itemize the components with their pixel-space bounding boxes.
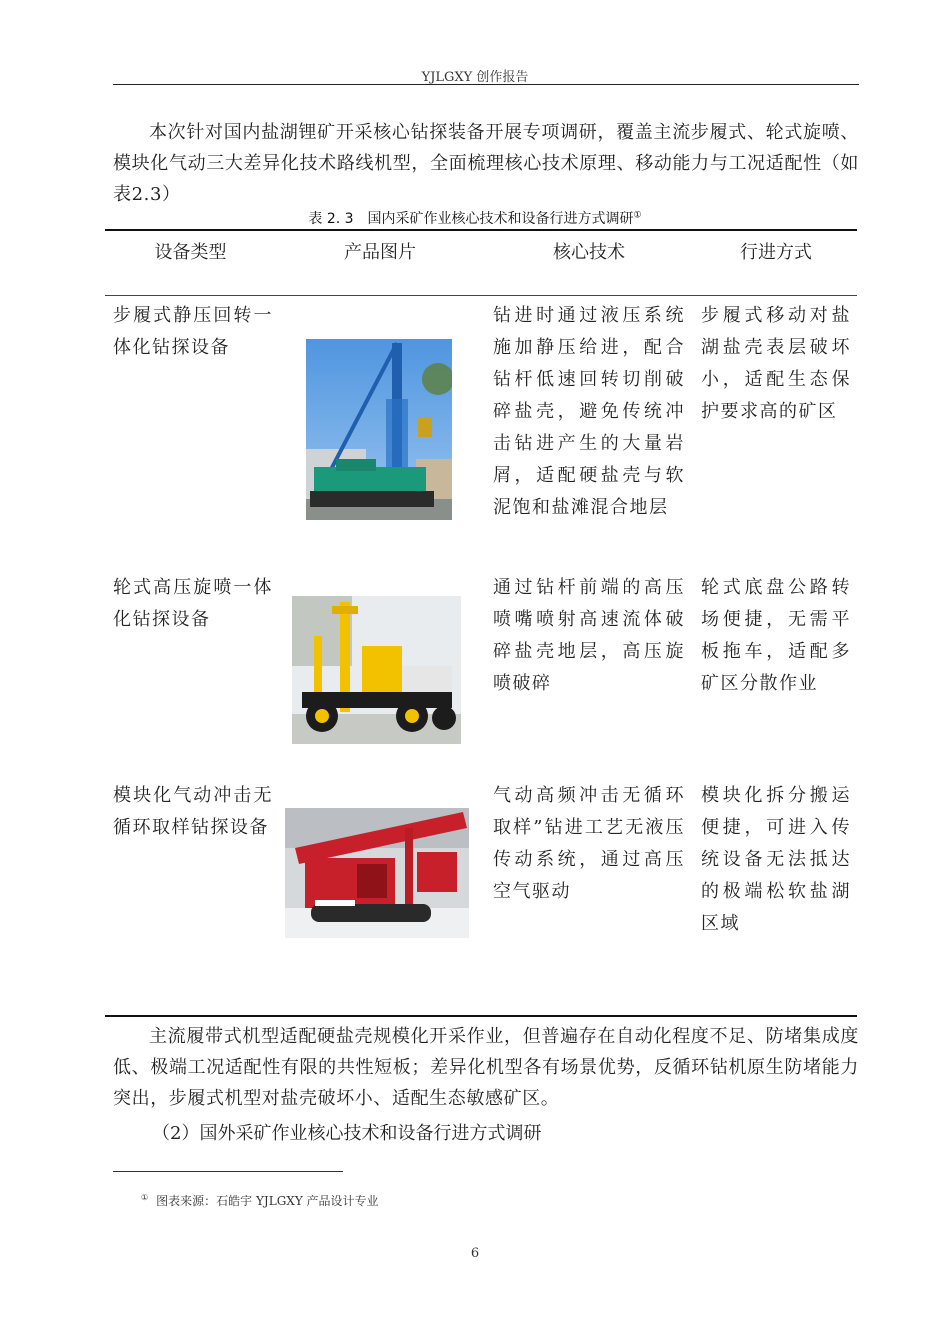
table-top-rule	[105, 229, 857, 231]
table-bottom-rule	[105, 1015, 857, 1017]
footnote-mark: ①	[141, 1193, 149, 1202]
row3-tech: 气动高频冲击无循环取样”钻进工艺无液压传动系统，通过高压空气驱动	[493, 785, 685, 902]
page-header: YJLGXY 创作报告	[421, 70, 529, 85]
wheeled-drill-rig-photo	[292, 596, 461, 744]
table-caption	[0, 208, 950, 228]
crawler-drill-rig-photo	[306, 339, 452, 520]
table-header-travel: 行进方式	[740, 242, 812, 263]
footnote	[141, 1192, 379, 1209]
row1-type: 步履式静压回转一体化钻探设备	[113, 305, 273, 358]
tracked-drill-rig-photo	[285, 808, 469, 938]
row2-tech: 通过钻杆前端的高压喷嘴喷射高速流体破碎盐壳地层，高压旋喷破碎	[493, 577, 685, 694]
header-rule	[113, 84, 859, 85]
footnote-rule	[113, 1171, 343, 1172]
row3-type: 模块化气动冲击无循环取样钻探设备	[113, 785, 273, 838]
intro-paragraph: 本次针对国内盐湖锂矿开采核心钻探装备开展专项调研，覆盖主流步履式、轮式旋喷、模块化气动三大差异化技术路线机型，全面梳理核心技术原理、移动能力与工况适配性（如表2.3）	[113, 122, 859, 205]
caption-footnote-mark: ①	[633, 210, 642, 221]
table-header-image: 产品图片	[344, 242, 416, 263]
footnote-text: 图表来源：石皓宇 YJLGXY 产品设计专业	[156, 1194, 379, 1208]
table-caption-text: 表 2. 3 国内采矿作业核心技术和设备行进方式调研	[308, 211, 634, 227]
summary-paragraph: 主流履带式机型适配硬盐壳规模化开采作业，但普遍存在自动化程度不足、防堵集成度低、极端工况适配性有限的共性短板；差异化机型各有场景优势，反循环钻机原生防堵能力突出，步履式机型对盐壳破坏小、适配生态敏感矿区。	[113, 1026, 859, 1109]
row1-travel: 步履式移动对盐湖盐壳表层破坏小，适配生态保护要求高的矿区	[701, 305, 851, 422]
row3-travel: 模块化拆分搬运便捷，可进入传统设备无法抵达的极端松软盐湖区域	[701, 785, 851, 934]
table-header-rule	[105, 295, 857, 296]
row2-travel: 轮式底盘公路转场便捷，无需平板拖车，适配多矿区分散作业	[701, 577, 851, 694]
row2-type: 轮式高压旋喷一体化钻探设备	[113, 577, 273, 630]
table-header-tech: 核心技术	[553, 242, 625, 263]
table-header-type: 设备类型	[154, 242, 227, 263]
row1-tech: 钻进时通过液压系统施加静压给进，配合钻杆低速回转切削破碎盐壳，避免传统冲击钻进产生的大量岩屑，适配硬盐壳与软泥饱和盐滩混合地层	[493, 305, 685, 518]
subsection-heading: （2）国外采矿作业核心技术和设备行进方式调研	[152, 1123, 542, 1144]
page-number: 6	[470, 1246, 480, 1261]
